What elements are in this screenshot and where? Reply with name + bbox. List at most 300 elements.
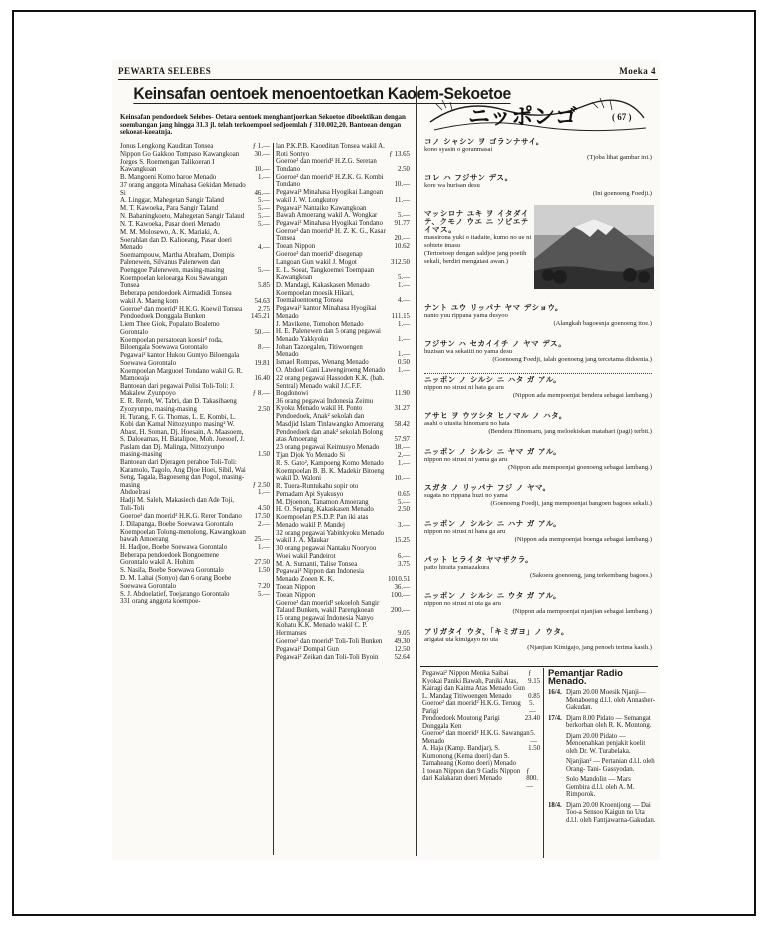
donation-amount: 2.50 <box>397 506 410 514</box>
donation-amount: 10.— <box>394 475 410 483</box>
donation-amount: 1010.51 <box>388 575 411 583</box>
donor-name: S. Nasila, Boebe Soewawa Gorontalo <box>120 567 224 575</box>
donation-amount: 30.— <box>254 150 270 158</box>
donor-name: Goeroe² dan moerid² disegenap Langoan Gun wakil J. Mogot <box>276 251 363 266</box>
katakana-line: ニッポン ノ シルシ ニ ウタ ガ アル。 <box>424 591 562 600</box>
donation-entry <box>276 452 410 460</box>
lesson-sentence <box>424 412 652 436</box>
donor-name: Toean Nippon <box>276 591 316 599</box>
donor-name: Pegawai² kantor Minahasa Hyogikai Menado <box>276 305 377 320</box>
donation-amount: ƒ 2.50 <box>252 481 270 489</box>
donor-name: R. Tuera-Runtukahu sopir oto Pemadam Api Syakusyo <box>276 483 359 498</box>
donation-amount: ƒ 1.— <box>252 143 270 150</box>
donation-amount: 0.65 <box>397 490 410 498</box>
lesson-sentence <box>424 520 652 544</box>
donation-entry <box>120 321 270 336</box>
donor-name: A. Haja (Kamp. Bandjar), S. Kumonong (Kema doeri) dan S. Tamaheang (Komo doeri) Menado <box>422 745 517 767</box>
program-description: Solo Mandolin — Mars Gembira d.l.l. oleh A. M. Rimporok. <box>566 776 635 798</box>
donation-entry <box>276 367 410 375</box>
translation-line: (Sakoera goenoeng, jang terkembang bagoes.) <box>530 572 652 579</box>
donor-name: Koempoelan P.S.D.P. Pan iki atas Menado wakil P. Mandej <box>276 514 369 529</box>
page-header <box>118 66 658 80</box>
lesson-sentence <box>424 304 652 328</box>
translation-line: (Tjoba lihat gambar ini.) <box>587 154 652 161</box>
donation-amount: 1.— <box>257 174 270 182</box>
radio-program <box>548 715 656 730</box>
donation-amount: 11.— <box>394 196 410 204</box>
donation-entry <box>120 575 270 590</box>
donor-name: Jorges S. Roemengan Talikoeran I Kawangkoan <box>120 158 215 174</box>
donation-entry <box>422 715 540 730</box>
katakana-line: ニッポン ノ シルシ ニ ハナ ガ アル。 <box>424 519 562 528</box>
donation-entry <box>276 592 410 600</box>
program-description: Djam 20.00 Pidato — Menoenahkan penjakit koelit oleh Dr. W. Turabelaka. <box>566 732 646 755</box>
translation-line: (Nippon ada mempoenjai boenga sebagai lambang.) <box>514 536 652 543</box>
donation-entry <box>276 228 410 243</box>
donation-amount: 1.— <box>257 543 270 551</box>
donor-name: H. E. Palenewen dan 5 orang pegawai Menado Yakkyoku <box>276 328 381 343</box>
donation-entry <box>422 700 540 715</box>
column-divider <box>543 668 544 858</box>
donor-name: Pegawai² Minahasa Hyogikai Tondano <box>276 219 383 227</box>
program-date <box>548 776 566 799</box>
donation-amount: 2.— <box>397 451 410 459</box>
donation-entry <box>276 305 410 320</box>
donor-name: 23 orang pegawai Keimusyo Menado <box>276 444 380 452</box>
donor-name: Pegawai² Nippon dan Indonesia Menado Zoeen K. K. <box>276 568 364 583</box>
donation-amount: 200.— <box>391 607 410 615</box>
katakana-line: パット ヒライタ ヤマザクラ。 <box>424 555 534 564</box>
donation-entry <box>120 598 270 606</box>
donation-amount: 5.— <box>397 274 410 282</box>
donor-name: D. M. Lahai (Sonyo) dan 6 orang Boebe Soewawa Gorontalo <box>120 575 232 590</box>
donation-amount: 18.— <box>394 444 410 452</box>
donation-entry <box>276 158 410 173</box>
donor-name: Goeroe² dan moerid² Toli-Toli Bunken <box>276 637 383 645</box>
donor-name: Pendoedoek Moutong Parigi Donggala Ken <box>422 715 500 730</box>
donation-amount: ƒ 8.— <box>252 390 270 398</box>
donation-amount: 1.— <box>397 351 410 359</box>
donor-name: Koempoelan Marguoel Tondano wakil G. R. Mamoeaja <box>120 367 243 383</box>
translation-line: (Alangkah bagoesnja goenoeng itoe.) <box>553 320 652 327</box>
donation-entry <box>276 359 410 367</box>
katakana-line: マッシロナ ユキ ヲ イタダイテ、クモノ ウエ ニ ソビエテ イマス。 <box>424 209 529 234</box>
program-date <box>548 733 566 756</box>
donor-name: E. R. Rereh, W. Tabri, dan D. Takasihaeng Zyozyunpo, masing-masing <box>120 398 237 413</box>
donation-amount: 46.— <box>254 189 270 197</box>
donor-name: 32 orang pegawai Yabinkyoku Menado wakil J. A. Maukar <box>276 529 385 545</box>
donation-entry <box>120 143 270 151</box>
donation-entry <box>276 174 410 189</box>
donation-amount: 3.— <box>397 521 410 529</box>
donation-amount: 8.— <box>257 344 270 352</box>
donation-amount: 27.50 <box>254 559 270 567</box>
translation-line: (Goenoeng Foedji, ialah goenoeng jang tercetama didoenia.) <box>492 356 652 363</box>
donation-entry <box>276 468 410 483</box>
donation-entry <box>276 282 410 290</box>
donation-amount: 7.20 <box>257 582 270 590</box>
donation-amount: 1.— <box>397 320 410 328</box>
donor-name: Goeroe² dan moerid² H. Z. K. G., Kasar Tonsea <box>276 227 386 243</box>
radio-schedule-list <box>548 689 656 824</box>
donation-amount: 2.— <box>257 520 270 528</box>
radio-program <box>548 758 656 773</box>
donor-name: Goeroe² dan moerid² H.K.G. Sawangan Menado <box>422 730 530 745</box>
donation-amount: 111.15 <box>391 312 410 320</box>
donation-amount: 58.42 <box>394 420 410 428</box>
lesson-sentence <box>424 376 652 400</box>
donation-amount: 57.97 <box>394 436 410 444</box>
donation-entry <box>120 290 270 305</box>
katakana-line: ニッポン ノ シルシ ニ ヤマ ガ アル。 <box>424 447 562 456</box>
donation-entry <box>120 591 270 599</box>
lesson-sentence <box>424 556 652 580</box>
donation-entry <box>276 514 410 529</box>
translation-line: (Nippon ada mempoenjai bendera sebagai lambang.) <box>512 392 652 399</box>
donation-entry <box>276 429 410 444</box>
donation-amount: 6.— <box>397 552 410 560</box>
lesson-sentence <box>424 484 652 508</box>
donor-name: Tjan Djok Yo Menado Si <box>276 451 346 459</box>
donor-name: Koempoelan keloearga Kou Sawangan Tonsea <box>120 274 228 290</box>
donation-entry <box>422 745 540 768</box>
katakana-line: アリガタイ ウタ、「キミガヨ」ノ ウタ。 <box>424 627 569 636</box>
donor-name: Goeroe² dan moerid² H.K.G. Teruog Parigi <box>422 700 521 715</box>
donor-name: Abdoelrasi <box>120 489 151 497</box>
donation-amount: ƒ 800.— <box>526 767 539 790</box>
donation-amount: 5.85 <box>257 282 270 290</box>
donor-name: M. A. Sumanti, Talise Tonsea <box>276 560 358 568</box>
donation-amount: 15.25 <box>394 537 410 545</box>
donation-amount: 5.— <box>257 197 270 205</box>
donor-name: Nippon Go Gakkoo Tompaso Kawangkoan <box>120 150 240 158</box>
article-intro: Keinsafan pendoedoek Selebes- Oetara oentoek menghantjoerkan Sekoetoe diboektikan dengan soembangan jang hingga 31.3 jl. telah terkoempoel sedjoemlah ƒ 310.002,20. Bantoean dengan sekoeat-koeatnja. <box>120 113 406 137</box>
donor-name: 36 orang pegawai Indonesia Zeimu Kyoku Menado wakil H. Ponto <box>276 397 374 413</box>
translation-line: (Goenoeng Foedji, jang mempoenjai bangoen bagoes sekali.) <box>490 500 652 507</box>
donor-name: B. Mangoeni Komo baroe Menado <box>120 174 217 182</box>
lesson-divider <box>424 370 652 374</box>
donation-entry <box>120 337 270 352</box>
donation-entry <box>120 552 270 567</box>
donation-entry <box>276 243 410 251</box>
romaji-line: huzisan wa sekaiiti no yama desu <box>424 348 513 355</box>
translation-line: (Nippon ada mempoenjai goenoeng sebagai lambang.) <box>508 464 652 471</box>
donor-name: A. Linggar, Mahegetan Sangir Taland <box>120 197 224 205</box>
donor-name: H. Hadjoe, Boebe Soewawa Gorontalo <box>120 543 228 551</box>
donation-entry <box>120 197 270 205</box>
lesson-number: ( 67 ) <box>612 112 632 122</box>
radio-schedule <box>548 670 656 827</box>
donation-entry <box>276 499 410 507</box>
donor-name: Pegawai² kantor Hukou Guntyo Biloengala Soewawa Gorontalo <box>120 352 240 367</box>
program-description: Djam 20.00 Moesik Njanji— Menaboeng d.l.l. oleh Annasher- Gakudan. <box>566 689 655 711</box>
donation-amount: 5.— <box>530 730 538 745</box>
donor-name: Pegawai² Nippon Menka Saibai Kyokai Paniki Bawah, Paniki Atas, Kairagi dan Kaima Atas Menado Gun <box>422 670 525 692</box>
donation-amount: 12.50 <box>394 645 410 653</box>
donor-name: Pegawai² Minahasa Hyogikai Langoan wakil J. W. Longkutoy <box>276 189 384 204</box>
donation-amount: 19.81 <box>254 359 270 367</box>
article-headline: Keinsafan oentoek menoentoetkan Kaoem-Sekoetoe <box>133 84 511 103</box>
donation-amount: 20.— <box>394 235 410 243</box>
romaji-line: nippon no sirusi ni yama ga aru <box>424 456 508 463</box>
translation-line: (Njanjian Kimigajo, jang penoeh terima kasih.) <box>527 644 652 651</box>
donation-entry <box>276 561 410 569</box>
program-description: Djam 8.00 Pidato — Semangat berkorban oleh R. K. Montong. <box>566 714 652 729</box>
donation-entry <box>120 213 270 221</box>
donation-entry <box>120 529 270 544</box>
romaji-line: nippon no sirusi ni uta ga aru <box>424 600 501 607</box>
donor-name: lan P.K.P.B. Kaoeditan Tonsea wakil A. Roti Sontyo <box>276 143 385 158</box>
translation-line: (Ini goenoeng Foedji.) <box>592 190 652 197</box>
donation-amount: 2.50 <box>397 165 410 173</box>
donation-amount: 1.— <box>257 489 270 497</box>
donation-amount: 5.— <box>257 213 270 221</box>
donation-entry <box>276 344 410 359</box>
donation-entry <box>276 328 410 343</box>
donor-name: 331 orang anggota koempoe- <box>120 598 201 606</box>
donation-amount: 3.75 <box>397 560 410 568</box>
radio-program <box>548 689 656 712</box>
donation-amount: 312.50 <box>391 258 410 266</box>
romaji-line: asahi o utusita hinomaru no hata <box>424 420 510 427</box>
donation-entry <box>276 205 410 220</box>
romaji-line: nanto yuu rippana yama desyoo <box>424 312 508 319</box>
donor-name: R. S. Gato², Kampoeng Komo Menado <box>276 459 384 467</box>
donation-entry <box>120 414 270 459</box>
donation-amount: 11.90 <box>394 390 410 398</box>
donor-name: Beberapa pendoedoek Bongoemene Gorontalo wakil A. Hohim <box>120 551 220 567</box>
donor-name: M. Djoenon, Tanamon Amoerang <box>276 498 369 506</box>
donation-amount: 54.63 <box>254 297 270 305</box>
donation-amount: 4.— <box>257 244 270 252</box>
donor-name: Goeroe² dan moerid² H.K.G. Rerer Tondano <box>120 512 242 520</box>
donation-entry <box>276 600 410 615</box>
program-date: 18/4. <box>548 801 562 809</box>
donation-entry <box>120 313 270 321</box>
donation-amount: 5.— <box>257 205 270 213</box>
donation-entry <box>120 229 270 252</box>
donor-name: S. J. Abdoelatief, Toejarango Gorontalo <box>120 590 230 598</box>
lesson-sentence <box>424 340 652 364</box>
donation-entry <box>276 398 410 413</box>
donation-amount: 1.— <box>397 335 410 343</box>
donation-entry <box>276 568 410 583</box>
donation-entry <box>276 483 410 498</box>
katakana-line: ナント ユウ リッパナ ヤマ デショウ。 <box>424 303 563 312</box>
donor-name: Jonus Lengkong Kauditan Tonsea <box>120 143 214 150</box>
translation-line: (Nippon ada mempoenjai njanjian sebagai lambang.) <box>512 608 652 615</box>
donation-entry <box>276 220 410 228</box>
donation-amount: 17.50 <box>254 512 270 520</box>
donation-amount: 10.62 <box>394 243 410 251</box>
donation-entry <box>120 513 270 521</box>
donation-amount: 36.— <box>394 583 410 591</box>
donation-amount: 0.50 <box>397 359 410 367</box>
title-glyphs: ニッポンゴ <box>468 105 578 130</box>
donor-name: Hadji M. Saleh, Makasiech dan Ade Toji, Toli-Toli <box>120 497 235 512</box>
donor-name: Koempoelan Tolong-menolong, Kawangkoan bawah Amoerang <box>120 528 246 544</box>
donation-entry <box>120 398 270 413</box>
donation-amount: 100.— <box>391 591 410 599</box>
romaji-line: nippon no sirusi ni hana ga aru <box>424 528 506 535</box>
radio-program <box>548 802 656 825</box>
donation-amount: 52.64 <box>394 653 410 661</box>
donation-column-2 <box>276 143 410 662</box>
donation-entry <box>276 615 410 638</box>
program-description: Djam 20.00 Kroentjong — Dai Too-a Sensoo Kaigun no Uta d.l.l. oleh Fantjawarna-Gakudan. <box>566 801 656 824</box>
page-label: Moeka 4 <box>619 66 656 76</box>
header-rule <box>118 79 658 80</box>
donor-name: O. Abdoel Gani Lawengiroeng Menado <box>276 367 386 375</box>
donation-amount: 5.— <box>257 590 270 598</box>
donation-entry <box>422 670 540 693</box>
donation-entry <box>120 544 270 552</box>
donation-entry <box>120 174 270 182</box>
donor-name: 1 toean Nippon dan 9 Gadis Nippon dari Kalakaran doeri Menado <box>422 767 521 782</box>
romaji-line: massirona yuki o itadaite, kumo no ue ni sobiete imasu <box>424 234 532 249</box>
donation-amount: 16.40 <box>254 375 270 383</box>
lesson-sentence <box>424 138 652 162</box>
donation-entry <box>276 460 410 468</box>
donor-name: Pendoedoek Donggala Bunken <box>120 313 206 321</box>
katakana-line: スガタ ノ リッパナ フジ ノ ヤマ。 <box>424 483 551 492</box>
romaji-line: arigatai uta kimigayo no uta <box>424 636 498 643</box>
donation-amount: 1.— <box>397 367 410 375</box>
donor-name: Koempoelan persatoean koesir² roda, Biloengala Soewawa Gorontalo <box>120 336 223 352</box>
lesson-sentence <box>424 210 532 266</box>
romaji-line: kono syasin o goranmasai <box>424 146 493 153</box>
donation-amount: 25.— <box>254 536 270 544</box>
donation-entry <box>276 638 410 646</box>
donor-name: Ismael Rompas, Wenang Menado <box>276 359 369 367</box>
donor-name: L. Mandag Titiwoengen Menado <box>422 692 512 700</box>
donation-amount: 5.— <box>397 498 410 506</box>
donation-entry <box>276 654 410 662</box>
donation-entry <box>276 251 410 266</box>
donation-amount: 10.— <box>394 181 410 189</box>
donation-entry <box>276 267 410 282</box>
mount-fuji-photo <box>534 205 654 289</box>
donor-name: Soemampouw, Martha Abraham, Dompis Palenewen, Silvanus Palenewen dan Poenggoe Palenewen, masing-masing <box>120 251 235 274</box>
donation-entry <box>120 221 270 229</box>
donation-amount: ƒ 9.15 <box>528 670 541 685</box>
donor-name: 22 orang pegawai Hassoden K.K. (bah. Sentral) Menado wakil J.C.F.F. Bogdonowi <box>276 375 385 398</box>
katakana-line: フジサン ハ セカイイチ ノ ヤマ デス。 <box>424 339 567 348</box>
donation-amount: 2.50 <box>257 405 270 413</box>
donation-entry <box>276 506 410 514</box>
donation-entry <box>120 489 270 497</box>
katakana-line: コレ ハ フジサン デス。 <box>424 173 513 182</box>
donation-amount: 9.05 <box>397 629 410 637</box>
donor-name: Goeroe² dan moerid² H.Z.K. G. Kombi Tondano <box>276 173 384 189</box>
lesson-sentence <box>424 448 652 472</box>
romaji-line: sugata no rippana huzi no yama <box>424 492 508 499</box>
donor-name: Toean Nippon <box>276 243 316 251</box>
donation-amount: ƒ 13.65 <box>389 150 410 158</box>
donation-entry <box>276 143 410 158</box>
donation-column-3 <box>422 670 540 790</box>
translation-line: (Tertoetoep dengan saldjoe jang poetih sekali, berdiri mengatasi awan.) <box>424 250 527 265</box>
donor-name: N. Bahaningkoeto, Mahegetan Sangir Talaud <box>120 213 245 221</box>
donor-name: Pendoedoek dan anak² sekolah Bolong atas Amoerang <box>276 428 383 444</box>
donation-amount: 5.— <box>257 221 270 229</box>
donor-name: Goeroe² dan moerid² H.K.G. Koewil Tonsea <box>120 305 243 313</box>
donation-amount: 4.50 <box>257 504 270 512</box>
radio-program <box>548 776 656 799</box>
donation-entry <box>120 459 270 489</box>
donation-column-1 <box>120 143 270 606</box>
donation-entry <box>276 413 410 428</box>
donation-amount: 2.75 <box>257 305 270 313</box>
donor-name: Goeroe² dan moerid² sekoeloh Sangir Talaud Bunken, wakil Parengkoean <box>276 599 380 615</box>
donation-entry <box>120 521 270 529</box>
romaji-line: nippon no sirusi ni hata ga aru <box>424 384 504 391</box>
donation-entry <box>120 182 270 197</box>
column-divider <box>416 86 417 856</box>
lesson-sentence <box>424 592 652 616</box>
donor-name: Koempoelan moesik Hikari, Toemaloentoeng Tonsea <box>276 289 354 305</box>
donation-amount: 1.— <box>397 459 410 467</box>
program-description: Njanjian² — Pertanian d.l.l. oleh Orang- Tani- Gassyodan. <box>566 758 655 773</box>
katakana-line: ニッポン ノ シルシ ニ ハタ ガ アル。 <box>424 375 562 384</box>
donation-entry <box>120 275 270 290</box>
donor-name: D. Mandagi, Kakaskasen Menado <box>276 281 370 289</box>
donor-name: 15 orang pegawai Indonesia Nanyo Kohatu K.K. Menado wakil C. P. Hermanses <box>276 614 374 637</box>
donation-amount: 1.50 <box>528 745 540 752</box>
radio-schedule-title: Pemantjar Radio Menado. <box>548 668 623 687</box>
donation-entry <box>120 352 270 367</box>
donor-name: Toean Nippon <box>276 583 316 591</box>
donor-name: 37 orang anggota Minahasa Gekidan Menado Si <box>120 182 246 197</box>
donor-name: N. T. Kawoeka, Pasar doeri Menado <box>120 221 221 229</box>
donation-amount: 23.40 <box>524 715 540 722</box>
donation-amount: 5.— <box>397 212 410 220</box>
donor-name: J. Dilapanga, Boebe Soewawa Gorontalo <box>120 520 234 528</box>
donation-entry <box>120 151 270 159</box>
donation-entry <box>276 375 410 398</box>
section-divider <box>420 666 658 667</box>
romaji-line: patto hiraita yamazakura <box>424 564 490 571</box>
romaji-line: kore wa hurisan desu <box>424 182 480 189</box>
radio-program <box>548 733 656 756</box>
donor-name: Liem Thee Giok, Popalato Boalemo Gorontalo <box>120 321 220 336</box>
program-date: 16/4. <box>548 689 562 696</box>
donation-amount: 5.— <box>529 700 536 715</box>
program-date: 17/4. <box>548 714 562 722</box>
donor-name: Koempoelan B. B. K. Madekir Bitoeng wakil D. Waloni <box>276 467 385 483</box>
donation-amount: 49.30 <box>394 637 410 645</box>
katakana-line: コノ シャシン ヲ ゴランナサイ。 <box>424 137 544 146</box>
donation-amount: 145.21 <box>251 313 270 321</box>
donor-name: H. O. Sepang, Kakaskasen Menado <box>276 506 374 514</box>
donation-entry <box>276 584 410 592</box>
donor-name: M. M. Molosewo, A. K. Mariaki, A. Soerahlan dan D. Kalioeang, Pasar doeri Menado <box>120 229 232 252</box>
donation-entry <box>422 693 540 701</box>
lesson-sentence <box>424 174 652 198</box>
katakana-line: アサヒ ヲ ウツシタ ヒノマル ノ ハタ。 <box>424 411 567 420</box>
donation-entry <box>276 321 410 329</box>
donation-amount: 31.27 <box>394 405 410 413</box>
donor-name: Goeroe² dan moerid² H.Z.G. Seretan Tondano <box>276 158 377 173</box>
paper-name: PEWARTA SELEBES <box>118 66 212 76</box>
donation-entry <box>276 646 410 654</box>
donation-entry <box>422 730 540 745</box>
donor-name: Pegawai² Dompal Gun <box>276 645 339 653</box>
donation-amount: 1.— <box>397 281 410 289</box>
donation-entry <box>120 205 270 213</box>
donation-amount: 4.— <box>397 297 410 305</box>
donation-amount: 5.— <box>257 266 270 274</box>
